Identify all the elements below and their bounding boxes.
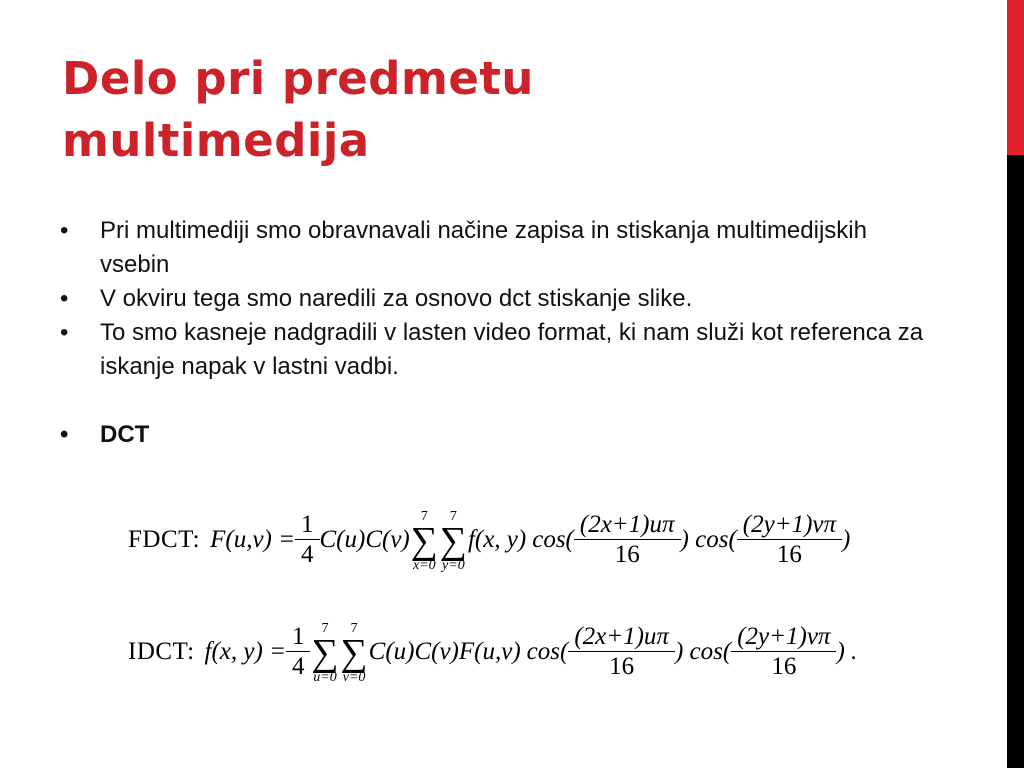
fdct-cos2-fraction [740, 511, 839, 570]
idct-sum-u-lower: u=0 [313, 670, 337, 685]
fdct-func: f(x, y) [467, 526, 527, 553]
fdct-close: ) [842, 526, 851, 553]
bullet-marker: • [60, 319, 69, 346]
bullet-text: V okviru tega smo naredili za osnovo dct stiskanje slike. [100, 285, 693, 312]
fdct-sum-x-upper: 7 [420, 509, 428, 524]
accent-bar-black [1007, 155, 1024, 768]
idct-sum-u [311, 622, 338, 686]
slide-title: Delo pri predmetu multimedija [62, 52, 534, 167]
idct-close: ) . [836, 638, 858, 665]
bullet-item [60, 282, 940, 316]
bullet-item [60, 316, 940, 384]
fdct-coef-den: 4 [295, 539, 320, 570]
fdct-cos2-prefix: ) cos( [680, 526, 737, 553]
bullet-item [60, 214, 940, 282]
idct-coef-num: 1 [291, 622, 305, 650]
bullet-spacer [60, 384, 940, 418]
dct-label: DCT [100, 421, 150, 448]
bullet-marker: • [60, 285, 69, 312]
fdct-formula [128, 500, 850, 580]
fdct-cos1-prefix: cos( [532, 526, 574, 553]
accent-bar-red [1007, 0, 1024, 155]
bullet-text: To smo kasneje nadgradili v lasten video format, ki nam služi kot referenca za iskanje napak v lastni vadbi. [100, 319, 924, 380]
sigma-icon: ∑ [340, 632, 368, 674]
idct-cos2-num: (2y+1)vπ [737, 622, 831, 650]
idct-cos1-prefix: cos( [526, 638, 569, 665]
fdct-sum-y-upper: 7 [449, 509, 457, 524]
idct-cos1-fraction [571, 623, 672, 682]
bullet-marker: • [60, 421, 69, 448]
fdct-sum-y-lower: y=0 [442, 558, 465, 573]
bullet-list [60, 214, 940, 452]
idct-cc: C(u)C(v)F(u,v) [368, 638, 521, 665]
idct-label: IDCT: [128, 638, 195, 665]
fdct-sum-y [440, 510, 467, 574]
bullet-text: Pri multimediji smo obravnavali načine zapisa in stiskanja multimedijskih vsebin [100, 217, 867, 278]
fdct-sum-x [411, 510, 438, 574]
idct-coefficient [289, 623, 308, 682]
idct-coef-den: 4 [286, 651, 311, 682]
idct-formula [128, 612, 857, 692]
fdct-coefficient [298, 511, 317, 570]
fdct-cos2-num: (2y+1)vπ [742, 510, 837, 538]
idct-sum-v [341, 622, 368, 686]
idct-cos2-prefix: ) cos( [674, 638, 732, 665]
idct-sum-v-lower: v=0 [342, 670, 366, 685]
fdct-lhs: F(u,v) = [210, 526, 295, 553]
idct-sum-v-upper: 7 [350, 621, 358, 636]
idct-lhs: f(x, y) = [204, 638, 286, 665]
fdct-cos1-den: 16 [574, 539, 681, 570]
fdct-coef-num: 1 [301, 510, 314, 538]
idct-cos1-num: (2x+1)uπ [574, 622, 669, 650]
fdct-cc: C(u)C(v) [319, 526, 410, 553]
fdct-cos2-den: 16 [737, 539, 842, 570]
bullet-item-dct [60, 418, 940, 452]
bullet-marker: • [60, 217, 69, 244]
fdct-cos1-num: (2x+1)uπ [579, 510, 675, 538]
fdct-sum-x-lower: x=0 [412, 558, 436, 573]
idct-sum-u-upper: 7 [321, 621, 329, 636]
idct-cos1-den: 16 [568, 651, 675, 682]
idct-cos2-den: 16 [731, 651, 836, 682]
fdct-cos1-fraction [577, 511, 678, 570]
sigma-icon: ∑ [410, 520, 438, 562]
sigma-icon: ∑ [439, 520, 467, 562]
sigma-icon: ∑ [311, 632, 339, 674]
fdct-label: FDCT: [128, 526, 201, 553]
idct-cos2-fraction [734, 623, 833, 682]
